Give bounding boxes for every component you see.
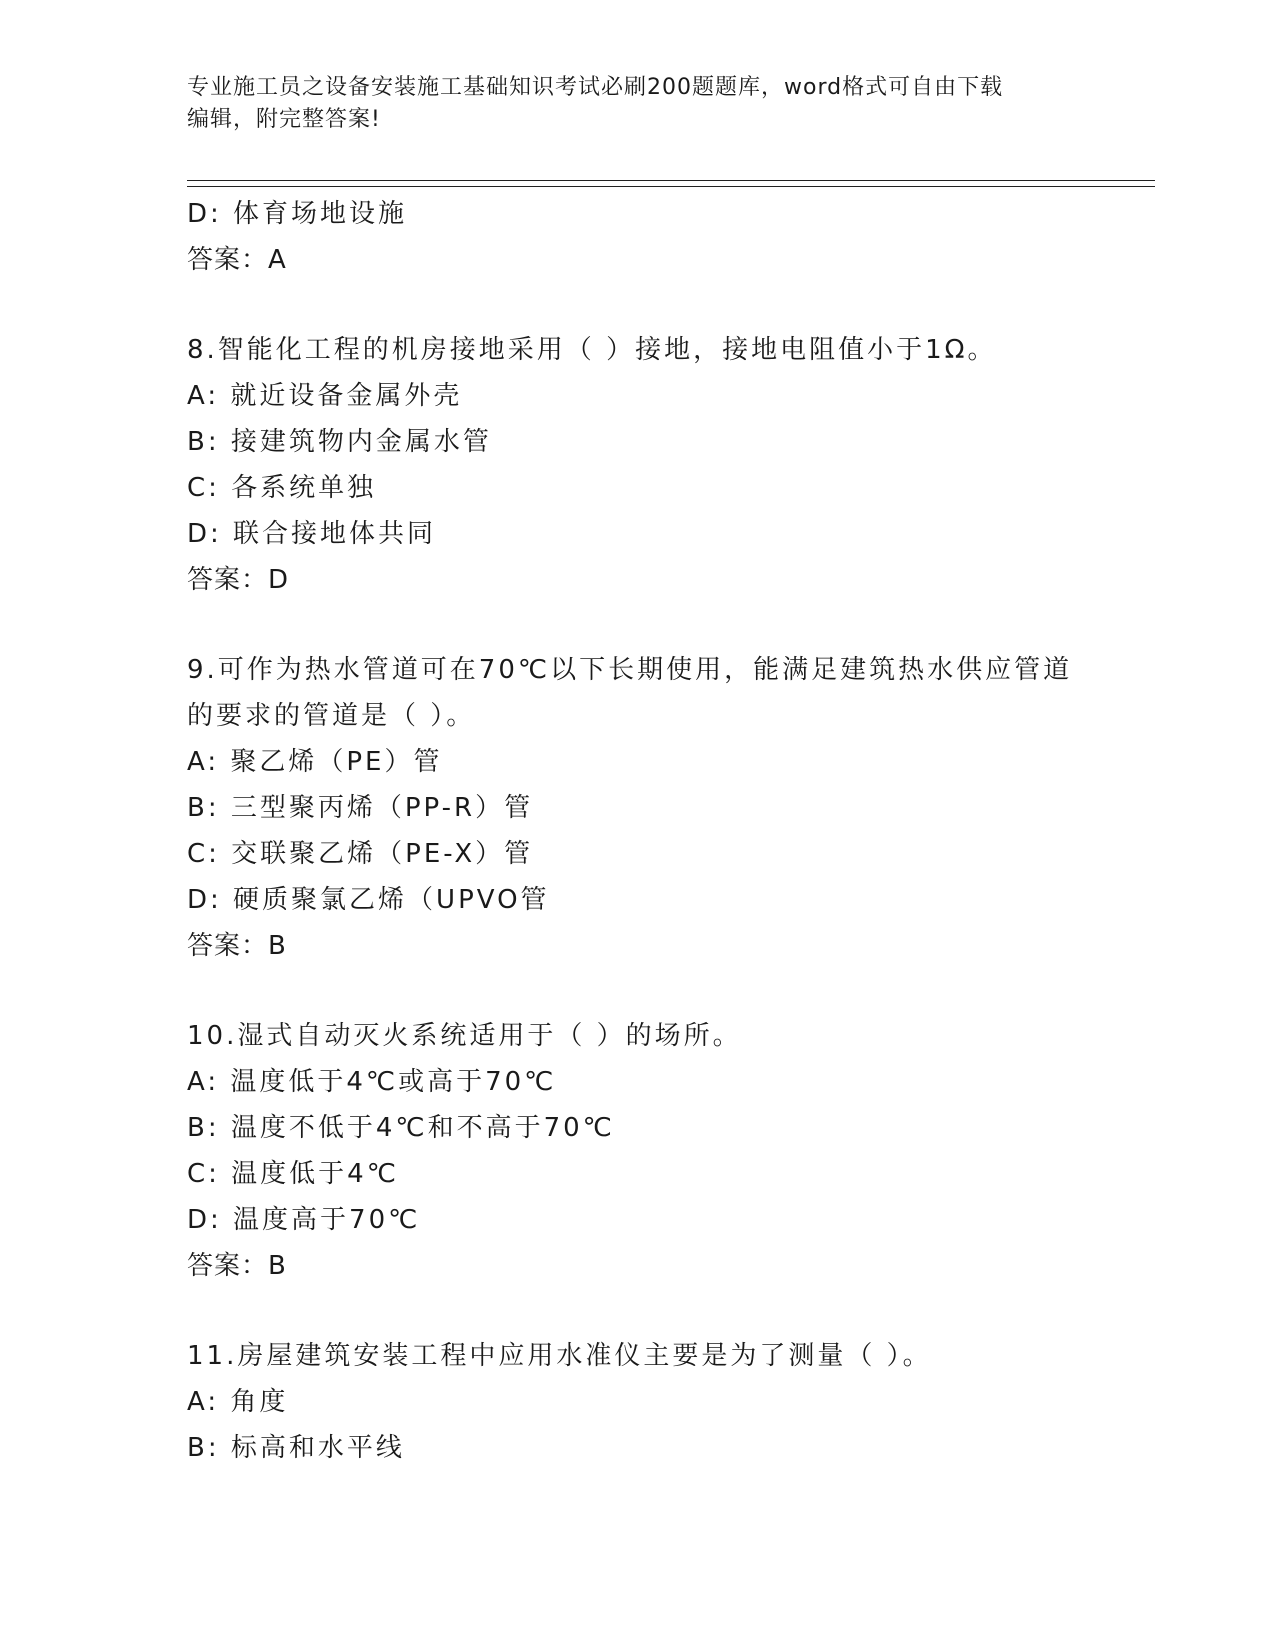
question-8-option-d: D: 联合接地体共同 <box>187 519 437 549</box>
question-9-option-c: C: 交联聚乙烯（PE-X）管 <box>187 839 534 869</box>
question-9-stem-line-2: 的要求的管道是（ ）。 <box>187 701 476 731</box>
prev-question-answer: 答案：A <box>187 245 287 275</box>
document-header <box>187 72 1067 136</box>
question-10-option-c: C: 温度低于4℃ <box>187 1159 399 1189</box>
question-9-option-b: B: 三型聚丙烯（PP-R）管 <box>187 793 534 823</box>
question-11-option-b: B: 标高和水平线 <box>187 1433 405 1463</box>
document-body <box>187 191 1087 1471</box>
question-9-answer: 答案：B <box>187 931 287 961</box>
question-11-stem: 11.房屋建筑安装工程中应用水准仪主要是为了测量（ ）。 <box>187 1341 932 1371</box>
question-10-stem: 10.湿式自动灭火系统适用于（ ）的场所。 <box>187 1021 742 1051</box>
question-8-option-b: B: 接建筑物内金属水管 <box>187 427 492 457</box>
header-title-line-1: 专业施工员之设备安装施工基础知识考试必刷200题题库，word格式可自由下载 <box>187 75 1004 100</box>
question-8-option-a: A: 就近设备金属外壳 <box>187 381 463 411</box>
question-10-option-d: D: 温度高于70℃ <box>187 1205 421 1235</box>
question-10-option-b: B: 温度不低于4℃和不高于70℃ <box>187 1113 615 1143</box>
question-9-option-a: A: 聚乙烯（PE）管 <box>187 747 443 777</box>
question-8-answer: 答案：D <box>187 565 290 595</box>
question-9-option-d: D: 硬质聚氯乙烯（UPVO管 <box>187 885 550 915</box>
question-11-option-a: A: 角度 <box>187 1387 289 1417</box>
question-8-option-c: C: 各系统单独 <box>187 473 377 503</box>
prev-question-option-d: D: 体育场地设施 <box>187 199 408 229</box>
header-divider <box>187 180 1155 187</box>
question-10-answer: 答案：B <box>187 1251 287 1281</box>
question-9-stem-line-1: 9.可作为热水管道可在70℃以下长期使用，能满足建筑热水供应管道 <box>187 655 1073 685</box>
question-10-option-a: A: 温度低于4℃或高于70℃ <box>187 1067 557 1097</box>
header-title-line-2: 编辑，附完整答案! <box>187 107 381 132</box>
question-8-stem: 8.智能化工程的机房接地采用（ ）接地，接地电阻值小于1Ω。 <box>187 335 997 365</box>
